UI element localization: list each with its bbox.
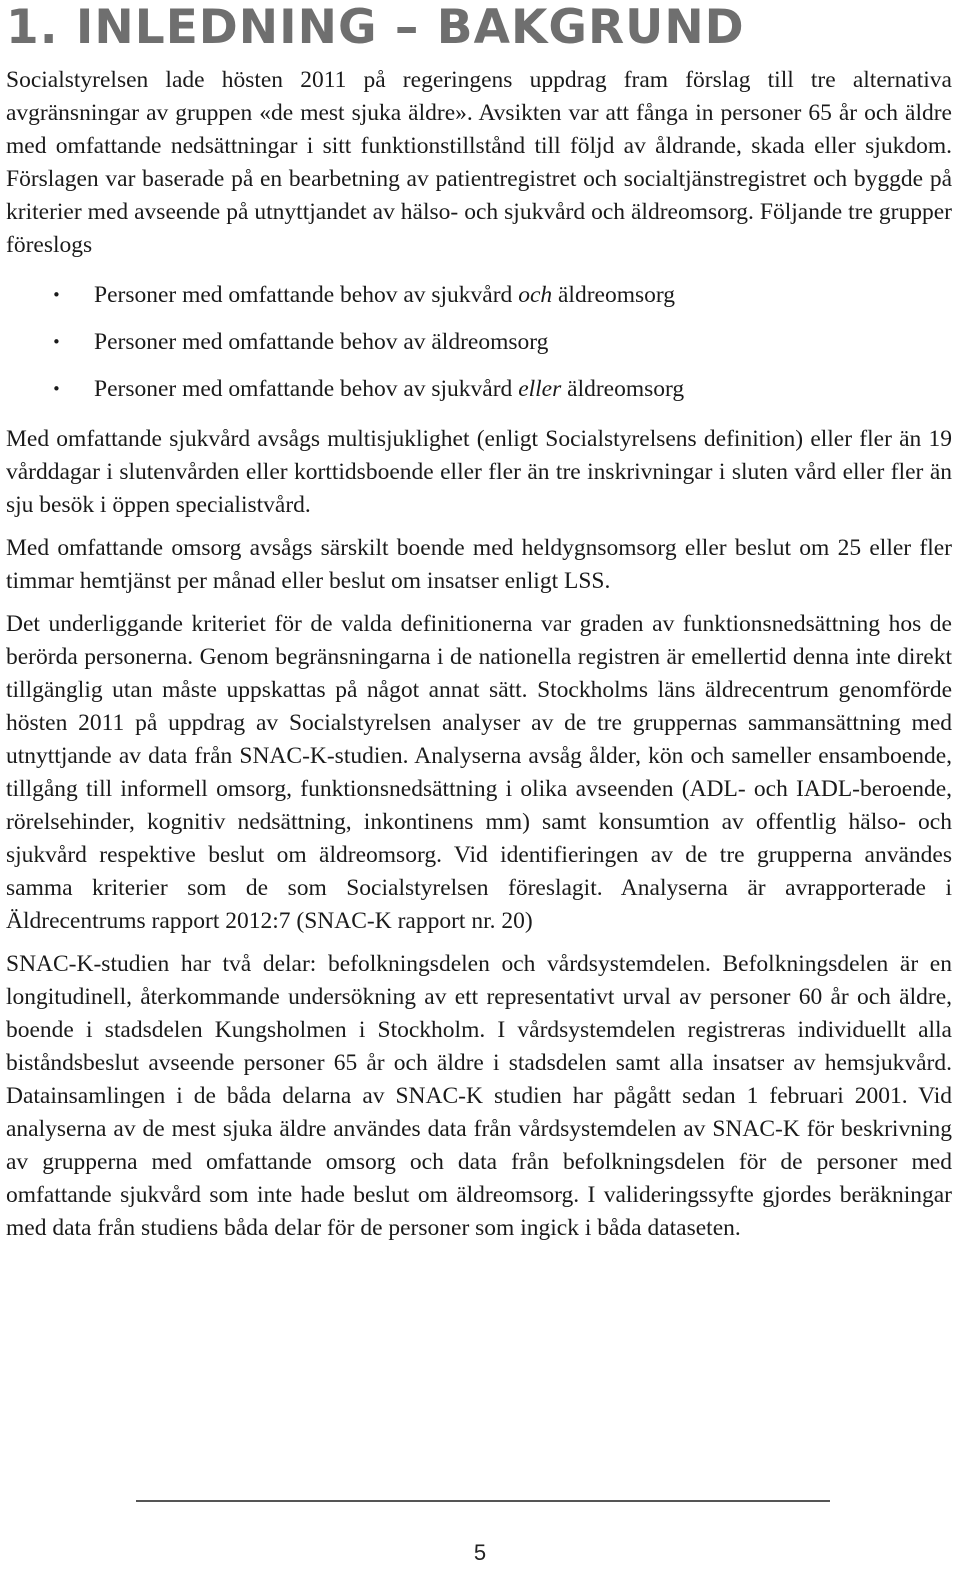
bullet-icon: •: [52, 380, 61, 398]
bullet-icon: •: [52, 286, 61, 304]
paragraph-snac-k: SNAC-K-studien har två delar: befolkningsdelen och vårdsystemdelen. Befolkningsdelen är en longitudinell, återkommande undersökning av ett representativt urval av personer 60 år och äldre, boende i stadsdelen Kungsholmen i Stockholm. I vårdsystemdelen registreras individuellt alla biståndsbeslut avseende personer 65 år och äldre i stadsdelen samt alla insatser av hemsjukvård. Datainsamlingen i de båda delarna av SNAC-K studien har pågått sedan 1 februari 2001. Vid analyserna av de mest sjuka äldre användes data från vårdsystemdelen av SNAC-K för beskrivning av grupperna med omfattande omsorg och data från befolkningsdelen för de personer med omfattande sjukvård som inte hade beslut om äldreomsorg. I valideringssyfte gjordes beräkningar med data från studiens båda delar för de personer som ingick i båda dataseten.: [6, 951, 952, 1241]
paragraph-kriterier: Det underliggande kriteriet för de valda definitionerna var graden av funktionsnedsättning hos de berörda personerna. Genom begränsningarna i de nationella registren är emellertid denna inte direkt tillgänglig utan måste uppskattas på något annat sätt. Stockholms läns äldrecentrum genomförde hösten 2011 på uppdrag av Socialstyrelsen analyser av de tre gruppernas sammansättning med utnyttjande av data från SNAC-K-studien. Analyserna avsåg ålder, kön och sameller ensamboende, tillgång till informell omsorg, funktionsnedsättning i olika avseenden (ADL- och IADL-beroende, rörelsehinder, kognitiv nedsättning, inkontinens mm) samt konsumtion av offentlig hälso- och sjukvård respektive beslut om äldreomsorg. Vid identifieringen av de tre grupperna användes samma kriterier som de som Socialstyrelsen föreslagit. Analyserna är avrapporterade i Äldrecentrums rapport 2012:7 (SNAC-K rapport nr. 20): [6, 611, 952, 934]
bullet-item: • Personer med omfattande behov av sjukvård och äldreomsorg: [6, 272, 952, 319]
document-page: [6, 0, 952, 1245]
bullet-icon: •: [52, 333, 61, 351]
page-number: 5: [473, 1540, 487, 1565]
paragraph-sjukvard-definition: Med omfattande sjukvård avsågs multisjuklighet (enligt Socialstyrelsens definition) eller fler än 19 vårddagar i slutenvården eller korttidsboende eller fler än tre inskrivningar i sluten vård eller fler än sju besök i öppen specialistvård.: [6, 426, 952, 518]
paragraph-omsorg-definition: Med omfattande omsorg avsågs särskilt boende med heldygnsomsorg eller beslut om 25 eller fler timmar hemtjänst per månad eller beslut om insatser enligt LSS.: [6, 535, 952, 594]
bullet-list: [6, 272, 952, 413]
footer-divider: [136, 1500, 830, 1502]
chapter-heading: 1. INLEDNING – BAKGRUND: [6, 0, 745, 55]
paragraph-intro: Socialstyrelsen lade hösten 2011 på regeringens uppdrag fram förslag till tre alternativa avgränsningar av gruppen «de mest sjuka äldre». Avsikten var att fånga in personer 65 år och äldre med omfattande nedsättningar i sitt funktionstillstånd till följd av åldrande, skada eller sjukdom. Förslagen var baserade på en bearbetning av patientregistret och socialtjänstregistret och byggde på kriterier med avseende på utnyttjandet av hälso- och sjukvård och äldreomsorg. Följande tre grupper föreslogs: [6, 67, 952, 258]
bullet-item: • Personer med omfattande behov av sjukvård eller äldreomsorg: [6, 366, 952, 413]
bullet-item: • Personer med omfattande behov av äldreomsorg: [6, 319, 952, 366]
